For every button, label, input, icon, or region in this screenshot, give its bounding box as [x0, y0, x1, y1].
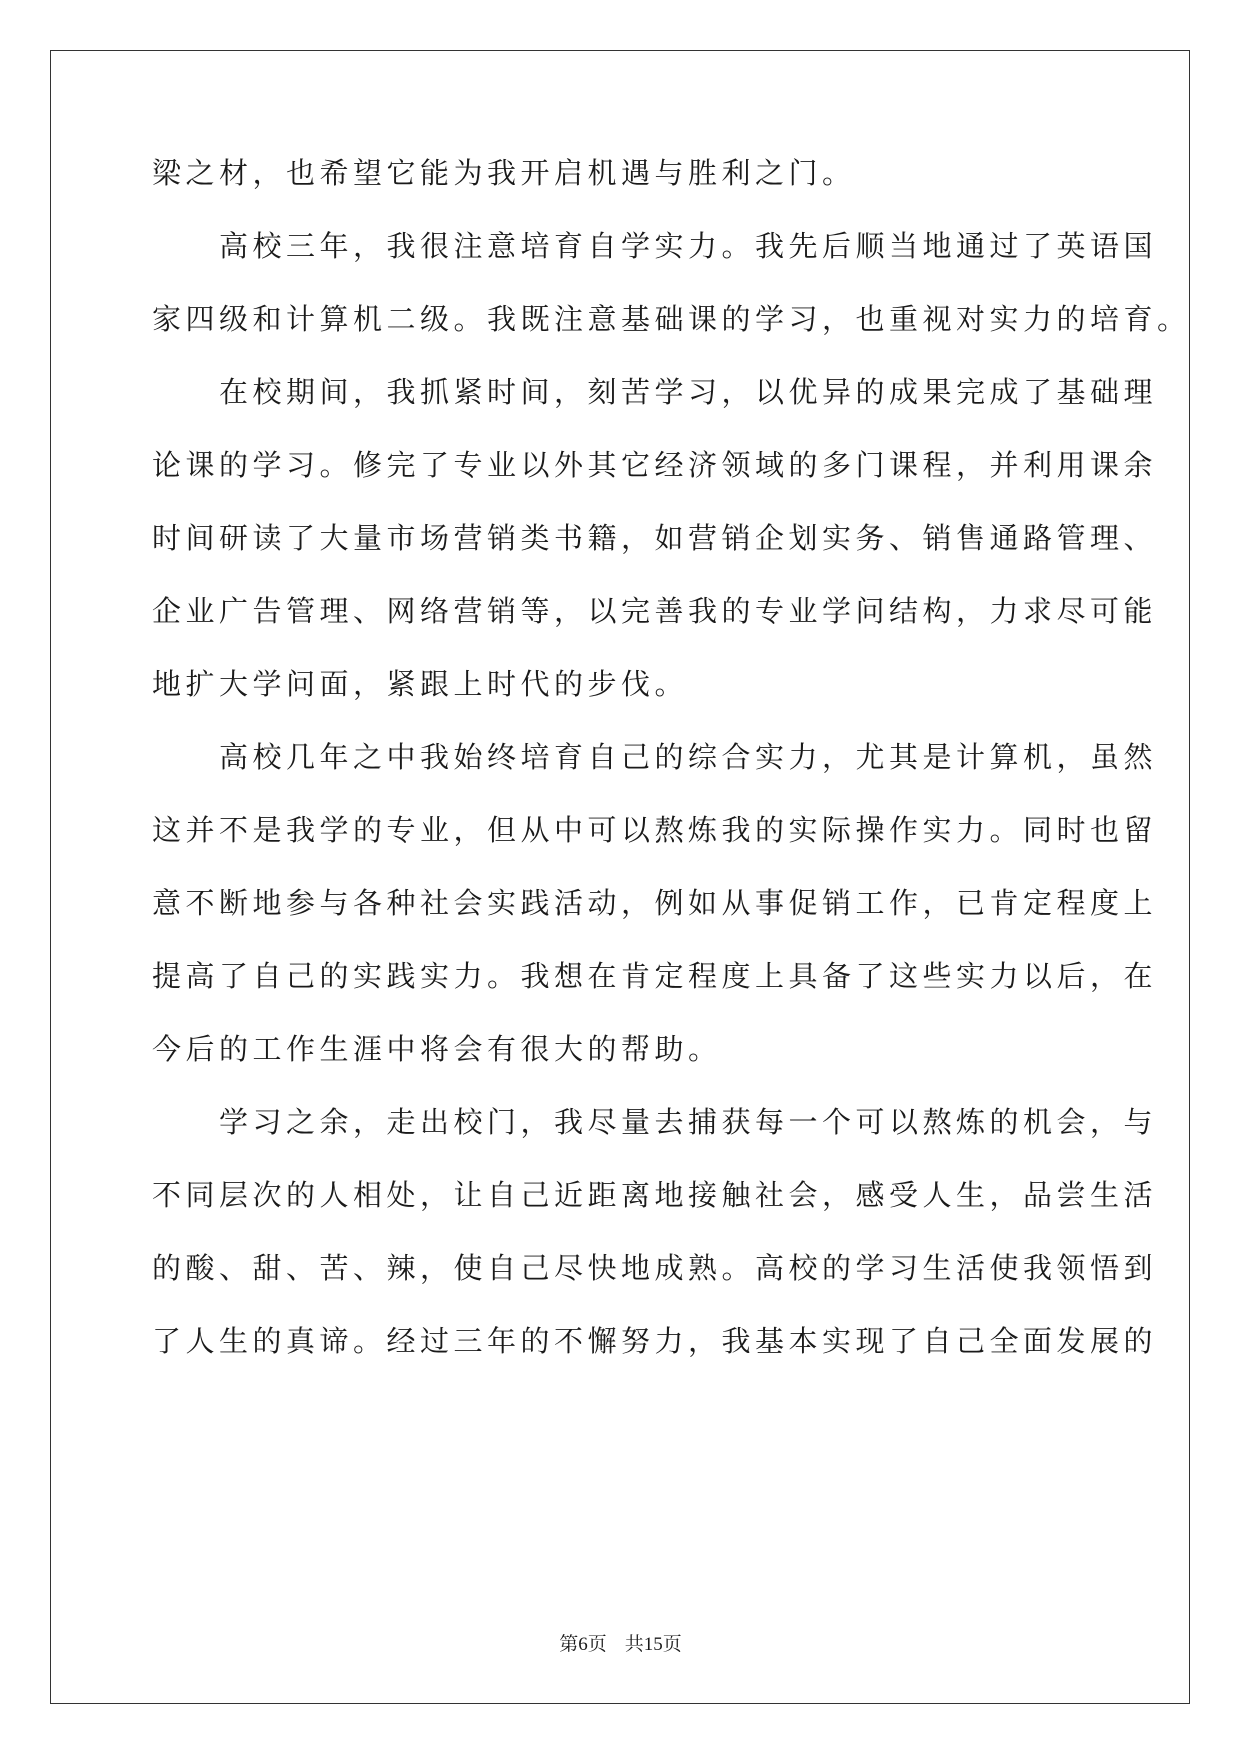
text-line: 这并不是我学的专业，但从中可以熬炼我的实际操作实力。同时也留	[152, 813, 1158, 847]
text-line: 论课的学习。修完了专业以外其它经济领域的多门课程，并利用课余	[152, 448, 1158, 482]
text-line: 在校期间，我抓紧时间，刻苦学习，以优异的成果完成了基础理	[152, 375, 1158, 409]
page-prefix: 第	[559, 1633, 579, 1655]
text-line: 梁之材，也希望它能为我开启机遇与胜利之门。	[152, 156, 856, 190]
text-line: 高校三年，我很注意培育自学实力。我先后顺当地通过了英语国	[152, 229, 1158, 263]
text-line: 家四级和计算机二级。我既注意基础课的学习，也重视对实力的培育。	[152, 302, 1191, 336]
page-border	[50, 50, 1190, 1704]
text-line: 高校几年之中我始终培育自己的综合实力，尤其是计算机，虽然	[152, 740, 1158, 774]
total-pages: 15	[643, 1634, 663, 1655]
text-line: 学习之余，走出校门，我尽量去捕获每一个可以熬炼的机会，与	[152, 1105, 1158, 1139]
text-line: 不同层次的人相处，让自己近距离地接触社会，感受人生，品尝生活	[152, 1178, 1158, 1212]
text-line: 意不断地参与各种社会实践活动，例如从事促销工作，已肯定程度上	[152, 886, 1158, 920]
text-line: 今后的工作生涯中将会有很大的帮助。	[152, 1032, 722, 1066]
text-line: 地扩大学问面，紧跟上时代的步伐。	[152, 667, 689, 701]
text-line: 的酸、甜、苦、辣，使自己尽快地成熟。高校的学习生活使我领悟到	[152, 1251, 1158, 1285]
page-number: 6	[578, 1634, 588, 1655]
text-line: 企业广告管理、网络营销等，以完善我的专业学问结构，力求尽可能	[152, 594, 1158, 628]
page-suffix: 页	[587, 1633, 607, 1655]
page-footer	[0, 1632, 1241, 1657]
text-line: 提高了自己的实践实力。我想在肯定程度上具备了这些实力以后，在	[152, 959, 1158, 993]
text-line: 时间研读了大量市场营销类书籍，如营销企划实务、销售通路管理、	[152, 521, 1158, 555]
total-suffix: 页	[662, 1633, 682, 1655]
text-line: 了人生的真谛。经过三年的不懈努力，我基本实现了自己全面发展的	[152, 1324, 1158, 1358]
total-prefix: 共	[624, 1633, 644, 1655]
